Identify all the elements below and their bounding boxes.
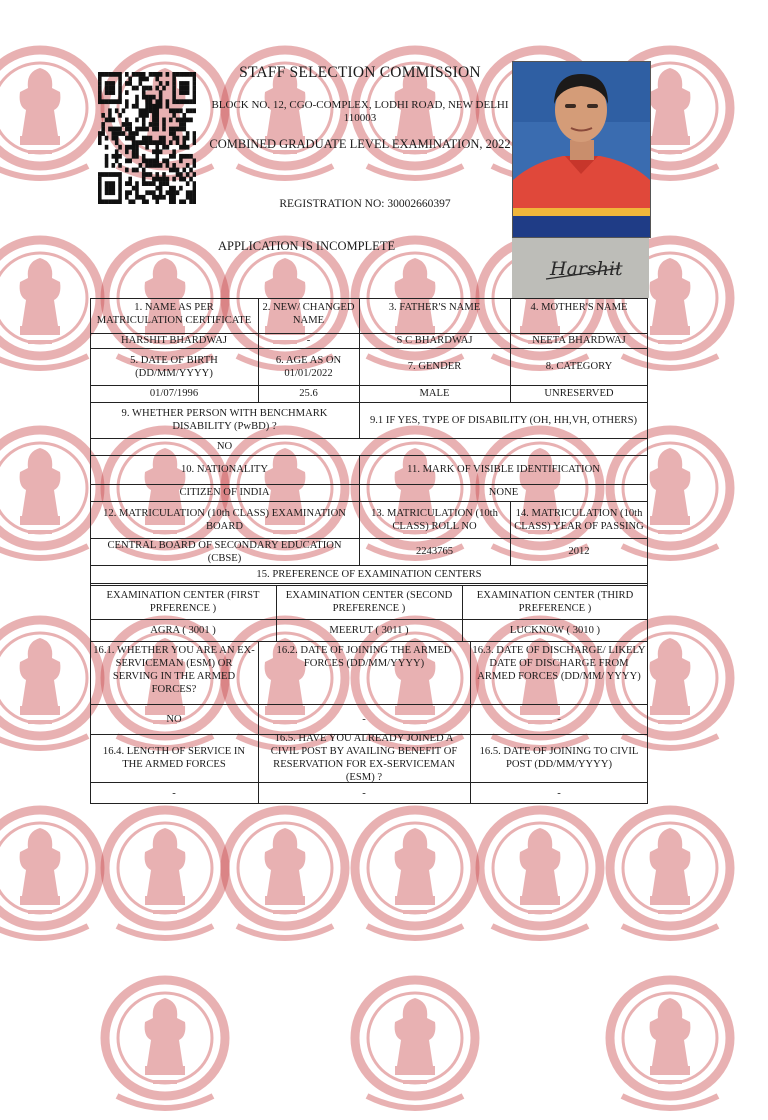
page-title: STAFF SELECTION COMMISSION	[239, 64, 481, 81]
qr-code-icon	[98, 72, 196, 204]
civil-post-join-date-value: -	[557, 787, 561, 799]
category-label: 8. CATEGORY	[545, 361, 613, 372]
gender-label: 7. GENDER	[407, 361, 462, 372]
discharge-date-value: -	[557, 713, 561, 725]
address: BLOCK NO. 12, CGO-COMPLEX, LODHI ROAD, NEW DELHI 110003	[211, 99, 509, 124]
board-label: 12. MATRICULATION (10th CLASS) EXAMINATION BOARD	[103, 507, 346, 532]
passing-year-label: 14. MATRICULATION (10th CLASS) YEAR OF PASSING	[514, 507, 644, 532]
name-label: 1. NAME AS PER MATRICULATION CERTIFICATE	[96, 302, 252, 326]
esm-value: NO	[166, 713, 182, 725]
candidate-signature	[512, 238, 649, 298]
nationality-value: CITIZEN OF INDIA	[179, 487, 270, 498]
center-third-label: EXAMINATION CENTER (THIRD PREFERENCE )	[476, 590, 634, 614]
mother-name-value: NEETA BHARDWAJ	[532, 335, 626, 346]
discharge-date-label: 16.3. DATE OF DISCHARGE/ LIKELY DATE OF DISCHARGE FROM ARMED FORCES (DD/MM/ YYYY)	[472, 645, 646, 682]
center-second-label: EXAMINATION CENTER (SECOND PREFERENCE )	[285, 590, 453, 614]
passing-year-value: 2012	[568, 546, 590, 557]
disability-type-label: 9.1 IF YES, TYPE OF DISABILITY (OH, HH,VH, OTHERS)	[369, 414, 638, 426]
center-first-label: EXAMINATION CENTER (FIRST PRFERENCE )	[106, 590, 260, 614]
mother-name-label: 4. MOTHER'S NAME	[530, 302, 628, 313]
gender-value: MALE	[419, 388, 450, 399]
center-second-value: MEERUT ( 3011 )	[329, 624, 409, 636]
category-value: UNRESERVED	[544, 388, 614, 399]
armed-forces-join-date-value: -	[362, 713, 366, 725]
civil-post-esm-label: 16.5. HAVE YOU ALREADY JOINED A CIVIL POST BY AVAILING BENEFIT OF RESERVATION FOR EX-SERVICEMAN (ESM) ?	[270, 733, 458, 783]
roll-number-value: 2243765	[415, 546, 454, 557]
center-third-value: LUCKNOW ( 3010 )	[509, 624, 601, 636]
svg-text:Harshit: Harshit	[550, 258, 623, 280]
father-name-value: S C BHARDWAJ	[396, 335, 473, 346]
dob-label: 5. DATE OF BIRTH (DD/MM/YYYY)	[130, 354, 218, 379]
service-length-label: 16.4. LENGTH OF SERVICE IN THE ARMED FORCES	[102, 746, 246, 770]
age-value: 25.6	[299, 388, 318, 399]
identification-mark-value: NONE	[488, 487, 519, 498]
nationality-label: 10. NATIONALITY	[180, 464, 269, 475]
civil-post-join-date-label: 16.5. DATE OF JOINING TO CIVIL POST (DD/MM/YYYY)	[479, 746, 639, 770]
application-status: APPLICATION IS INCOMPLETE	[218, 239, 396, 253]
age-label: 6. AGE AS ON 01/01/2022	[275, 354, 342, 379]
candidate-photo	[512, 61, 651, 238]
board-value: CENTRAL BOARD OF SECONDARY EDUCATION (CBSE)	[107, 539, 342, 564]
armed-forces-join-date-label: 16.2. DATE OF JOINING THE ARMED FORCES (DD/MM/YYYY)	[276, 645, 452, 669]
identification-mark-label: 11. MARK OF VISIBLE IDENTIFICATION	[407, 464, 600, 475]
registration-number: REGISTRATION NO: 30002660397	[279, 198, 451, 210]
civil-post-esm-value: -	[362, 787, 366, 799]
pwbd-label: 9. WHETHER PERSON WITH BENCHMARK DISABILITY (PwBD) ?	[121, 408, 328, 432]
new-name-value: -	[306, 335, 311, 346]
pwbd-value: NO	[216, 441, 233, 452]
dob-value: 01/07/1996	[149, 388, 199, 399]
name-value: HARSHIT BHARDWAJ	[120, 335, 228, 346]
exam-centers-heading: 15. PREFERENCE OF EXAMINATION CENTERS	[256, 568, 482, 580]
esm-label: 16.1. WHETHER YOU ARE AN EX-SERVICEMAN (ESM) OR SERVING IN THE ARMED FORCES?	[93, 645, 255, 695]
center-first-value: AGRA ( 3001 )	[150, 624, 216, 636]
roll-number-label: 13. MATRICULATION (10th CLASS) ROLL NO	[371, 507, 498, 532]
new-name-label: 2. NEW/ CHANGED NAME	[262, 302, 355, 326]
service-length-value: -	[172, 787, 176, 799]
application-details-table	[90, 298, 648, 804]
exam-name: COMBINED GRADUATE LEVEL EXAMINATION, 2022	[209, 137, 511, 151]
father-name-label: 3. FATHER'S NAME	[388, 302, 481, 313]
